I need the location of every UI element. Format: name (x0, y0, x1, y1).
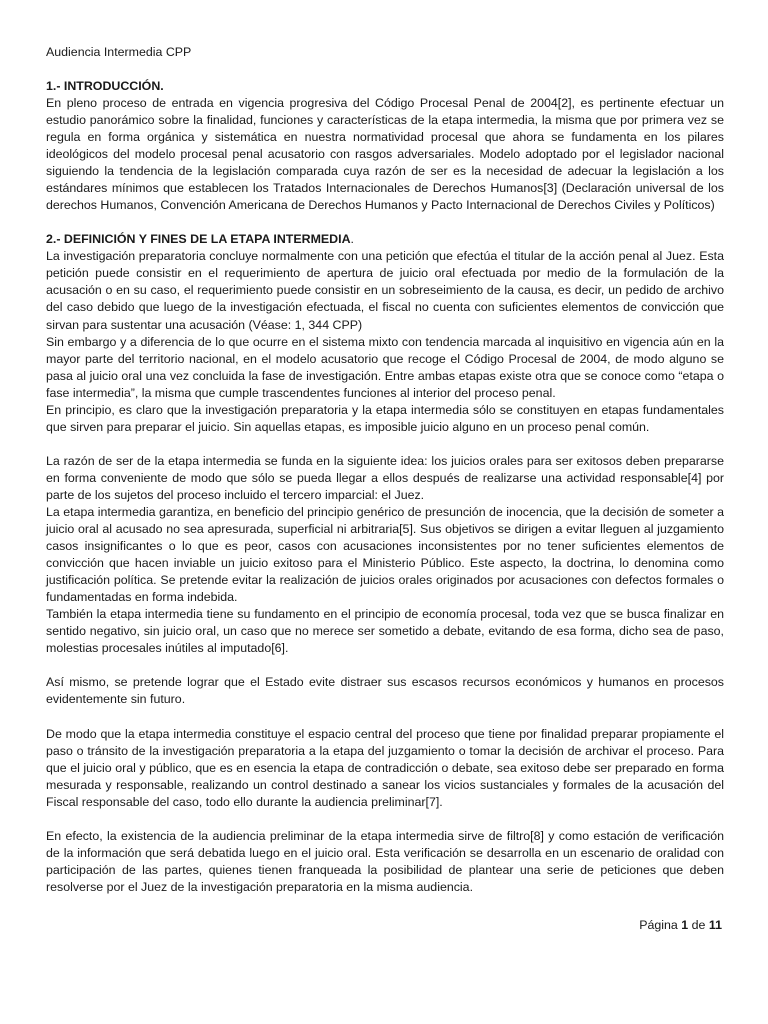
paragraph: La razón de ser de la etapa intermedia se funda en la siguiente idea: los juicios orales para ser exitosos deben prepararse en forma conveniente de modo que sólo se pueda llegar a ellos después de realizarse una actividad responsable[4] por parte de los sujetos del proceso incluido el tercero imparcial: el Juez. (46, 453, 724, 502)
page-current: 1 (681, 918, 689, 932)
section-heading-definicion (46, 231, 724, 248)
page-of-label: de (691, 918, 706, 932)
document-header-title: Audiencia Intermedia CPP (46, 45, 192, 59)
section-heading-introduccion: 1.- INTRODUCCIÓN. (46, 79, 164, 93)
page-label: Página (639, 918, 678, 932)
paragraph: Así mismo, se pretende lograr que el Estado evite distraer sus escasos recursos económicos y humanos en procesos evidentemente sin futuro. (46, 675, 724, 707)
page-number-footer (639, 917, 722, 934)
paragraph: En principio, es claro que la investigación preparatoria y la etapa intermedia sólo se constituyen en etapas fundamentales que sirven para preparar el juicio. Sin aquellas etapas, es imposible juicio alguno en un proceso penal común. (46, 402, 724, 434)
paragraph-spacer (46, 811, 724, 828)
section-heading-text: 2.- DEFINICIÓN Y FINES DE LA ETAPA INTERMEDIA (46, 232, 351, 247)
section-heading-suffix: . (350, 232, 354, 247)
page-total: 11 (708, 918, 722, 932)
paragraph: En efecto, la existencia de la audiencia preliminar de la etapa intermedia sirve de filtro[8] y como estación de verificación de la información que será debatida luego en el juicio oral. Esta verificación se desarrolla en un escenario de oralidad con participación de las partes, quienes tienen franqueada la posibilidad de plantear una serie de peticiones que deben resolverse por el Juez de la investigación preparatoria en la misma audiencia. (46, 828, 724, 894)
paragraph-spacer (46, 657, 724, 674)
paragraph: Sin embargo y a diferencia de lo que ocurre en el sistema mixto con tendencia marcada al inquisitivo en vigencia aún en la mayor parte del territorio nacional, en el modelo acusatorio que recoge el Código Procesal de 2004, de modo alguno se pasa al juicio oral una vez concluida la fase de investigación. Entre ambas etapas existe otra que se conoce como “etapa o fase intermedia”, la misma que cumple trascendentes funciones al interior del proceso penal. (46, 334, 724, 400)
paragraph-spacer (46, 214, 724, 231)
paragraph: De modo que la etapa intermedia constituye el espacio central del proceso que tiene por finalidad preparar propiamente el paso o tránsito de la investigación preparatoria a la etapa del juzgamiento o tomar la decisión de archivar el proceso. Para que el juicio oral y público, que es en esencia la etapa de contradicción o debate, sea exitoso debe ser preparado en forma mesurada y responsable, realizando un control destinado a sanear los vicios sustanciales y formales de la acusación del Fiscal responsable del caso, todo ello durante la audiencia preliminar[7]. (46, 726, 724, 809)
paragraph: La etapa intermedia garantiza, en beneficio del principio genérico de presunción de inocencia, que la decisión de someter a juicio oral al acusado no sea apresurada, superficial ni arbitraria[5]. Sus objetivos se dirigen a evitar lleguen al juzgamiento casos insignificantes o lo que es peor, casos con acusaciones inconsistentes por no tener suficientes elementos de convicción que hacen inviable un juicio exitoso para el Ministerio Público. Este aspecto, la doctrina, lo denomina como justificación política. Se pretende evitar la realización de juicios orales originados por acusaciones con defectos formales o fundamentadas en forma indebida. (46, 504, 724, 605)
paragraph: La investigación preparatoria concluye normalmente con una petición que efectúa el titular de la acción penal al Juez. Esta petición puede consistir en el requerimiento de apertura de juicio oral efectuada por medio de la formulación de la acusación o en su caso, el requerimiento puede consistir en un sobreseimiento de la causa, es decir, un pedido de archivo del caso debido que luego de la investigación efectuada, el fiscal no cuenta con suficientes elementos de convicción que sirvan para sustentar una acusación (Véase: 1, 344 CPP) (46, 249, 724, 332)
paragraph: También la etapa intermedia tiene su fundamento en el principio de economía procesal, toda vez que se busca finalizar en sentido negativo, sin juicio oral, un caso que no merece ser sometido a debate, evitando de esa forma, dicho sea de paso, molestias procesales inútiles al imputado[6]. (46, 607, 724, 656)
paragraph: En pleno proceso de entrada en vigencia progresiva del Código Procesal Penal de 2004[2], es pertinente efectuar un estudio panorámico sobre la finalidad, funciones y características de la etapa intermedia, la misma que por primera vez se regula en forma orgánica y sistemática en nuestra normatividad procesal que ahora se fundamenta en los pilares ideológicos del modelo procesal penal acusatorio con rasgos adversariales. Modelo adoptado por el legislador nacional siguiendo la tendencia de la legislación comparada cuya razón de ser es la necesidad de adecuar la legislación a los estándares mínimos que establecen los Tratados Internacionales de Derechos Humanos[3] (Declaración universal de los derechos Humanos, Convención Americana de Derechos Humanos y Pacto Internacional de Derechos Civiles y Políticos) (46, 96, 724, 213)
paragraph-spacer (46, 436, 724, 453)
paragraph-spacer (46, 709, 724, 726)
